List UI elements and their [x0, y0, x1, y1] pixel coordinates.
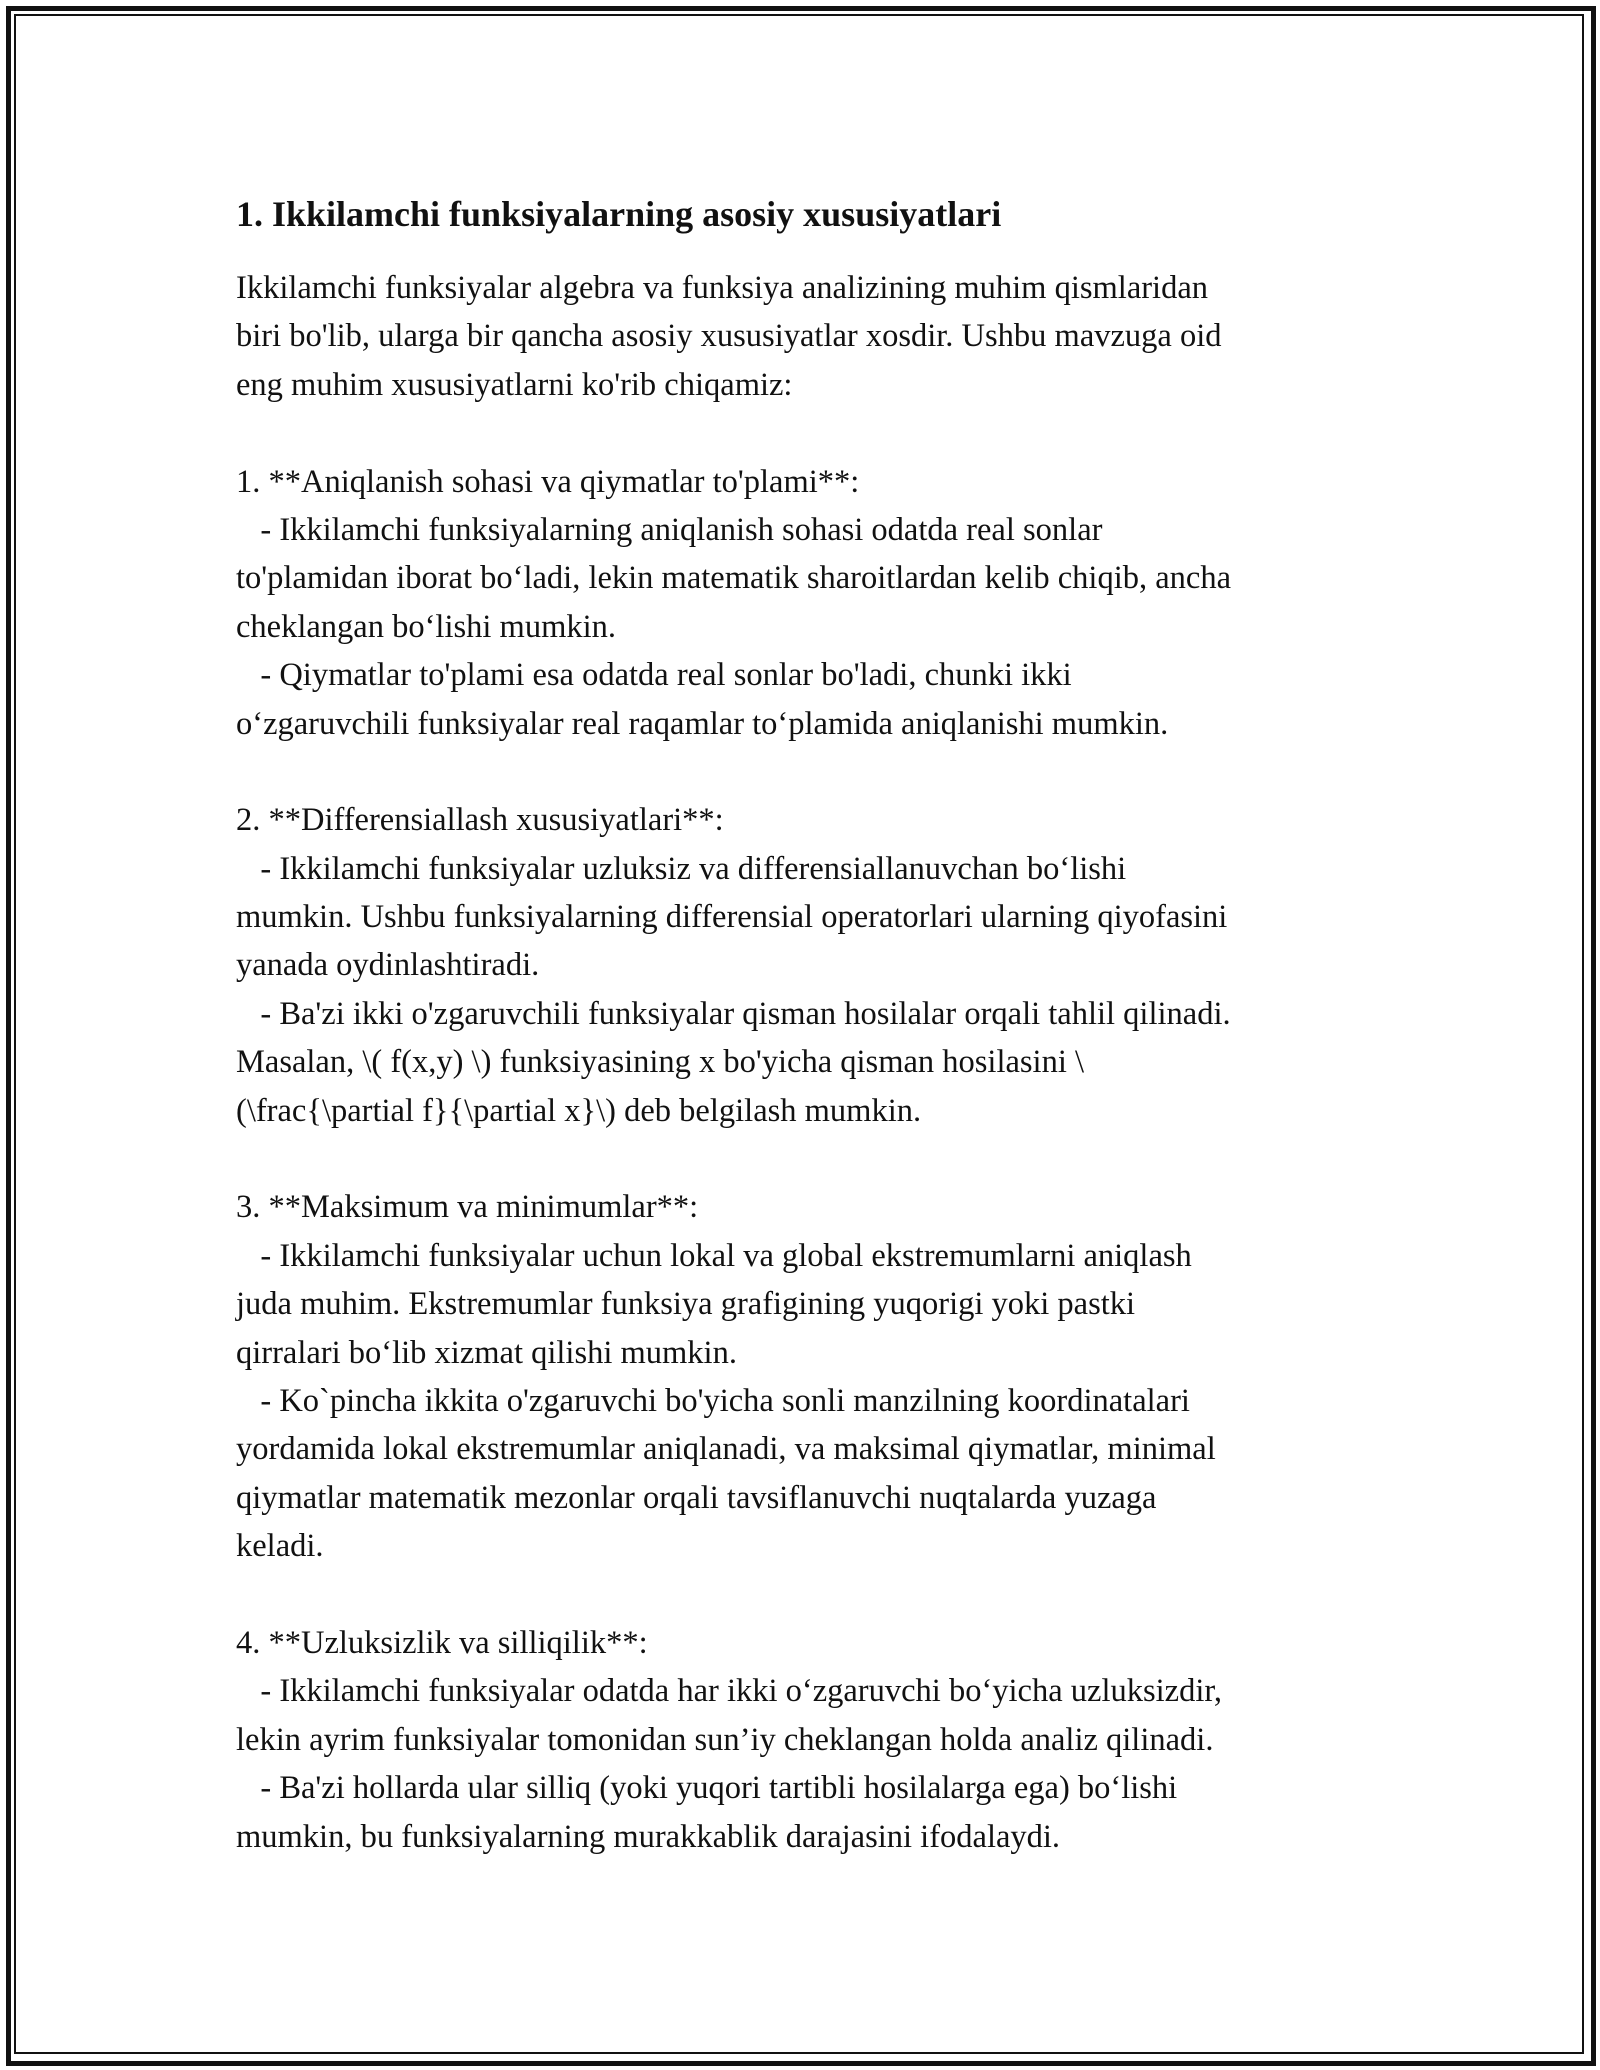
section-1 — [236, 458, 1386, 748]
section-line: - Ikkilamchi funksiyalar odatda har ikki o‘zgaruvchi bo‘yicha uzluksizdir, — [236, 1673, 1223, 1710]
section-line: mumkin, bu funksiyalarning murakkablik darajasini ifodalaydi. — [236, 1818, 1061, 1855]
section-heading: 2. **Differensiallash xususiyatlari**: — [236, 802, 724, 839]
section-line: juda muhim. Ekstremumlar funksiya grafigining yuqorigi yoki pastki — [236, 1286, 1136, 1323]
section-2 — [236, 796, 1386, 1135]
section-heading: 4. **Uzluksizlik va silliqilik**: — [236, 1624, 648, 1661]
document-title: 1. Ikkilamchi funksiyalarning asosiy xususiyatlari — [236, 194, 1002, 234]
section-line: yanada oydinlashtiradi. — [236, 947, 540, 984]
section-line: qiymatlar matematik mezonlar orqali tavsiflanuvchi nuqtalarda yuzaga — [236, 1479, 1157, 1516]
intro-line: biri bo'lib, ularga bir qancha asosiy xususiyatlar xosdir. Ushbu mavzuga oid — [236, 318, 1222, 355]
intro-line: eng muhim xususiyatlarni ko'rib chiqamiz: — [236, 366, 793, 403]
section-line: mumkin. Ushbu funksiyalarning differensial operatorlari ularning qiyofasini — [236, 899, 1228, 936]
paragraph-spacer — [236, 1571, 1386, 1619]
section-line: - Qiymatlar to'plami esa odatda real sonlar bo'ladi, chunki ikki — [236, 657, 1072, 694]
section-line: - Ko`pincha ikkita o'zgaruvchi bo'yicha sonli manzilning koordinatalari — [236, 1382, 1190, 1419]
section-line: (\frac{\partial f}{\partial x}\) deb belgilash mumkin. — [236, 1092, 922, 1129]
section-3 — [236, 1183, 1386, 1570]
section-line: o‘zgaruvchili funksiyalar real raqamlar to‘plamida aniqlanishi mumkin. — [236, 705, 1169, 742]
section-line: yordamida lokal ekstremumlar aniqlanadi, va maksimal qiymatlar, minimal — [236, 1431, 1216, 1468]
section-line: cheklangan bo‘lishi mumkin. — [236, 608, 617, 645]
section-line: - Ba'zi ikki o'zgaruvchili funksiyalar qisman hosilalar orqali tahlil qilinadi. — [236, 995, 1231, 1032]
section-line: to'plamidan iborat bo‘ladi, lekin matematik sharoitlardan kelib chiqib, ancha — [236, 560, 1231, 597]
section-heading: 3. **Maksimum va minimumlar**: — [236, 1189, 699, 1226]
section-line: keladi. — [236, 1528, 324, 1565]
paragraph-spacer — [236, 409, 1386, 457]
section-line: qirralari bo‘lib xizmat qilishi mumkin. — [236, 1334, 737, 1371]
paragraph-spacer — [236, 1135, 1386, 1183]
section-line: - Ba'zi hollarda ular silliq (yoki yuqori tartibli hosilalarga ega) bo‘lishi — [236, 1770, 1178, 1807]
section-line: - Ikkilamchi funksiyalar uchun lokal va global ekstremumlarni aniqlash — [236, 1237, 1192, 1274]
section-line: lekin ayrim funksiyalar tomonidan sun’iy cheklangan holda analiz qilinadi. — [236, 1721, 1214, 1758]
paragraph-spacer — [236, 748, 1386, 796]
section-4 — [236, 1619, 1386, 1861]
section-heading: 1. **Aniqlanish sohasi va qiymatlar to'plami**: — [236, 463, 860, 500]
section-line: - Ikkilamchi funksiyalarning aniqlanish sohasi odatda real sonlar — [236, 511, 1103, 548]
section-line: Masalan, \( f(x,y) \) funksiyasining x bo'yicha qisman hosilasini \ — [236, 1044, 1085, 1081]
document-body — [236, 186, 1386, 1861]
section-line: - Ikkilamchi funksiyalar uzluksiz va differensiallanuvchan bo‘lishi — [236, 850, 1127, 887]
intro-paragraph — [236, 264, 1386, 409]
intro-line: Ikkilamchi funksiyalar algebra va funksiya analizining muhim qismlaridan — [236, 270, 1209, 306]
